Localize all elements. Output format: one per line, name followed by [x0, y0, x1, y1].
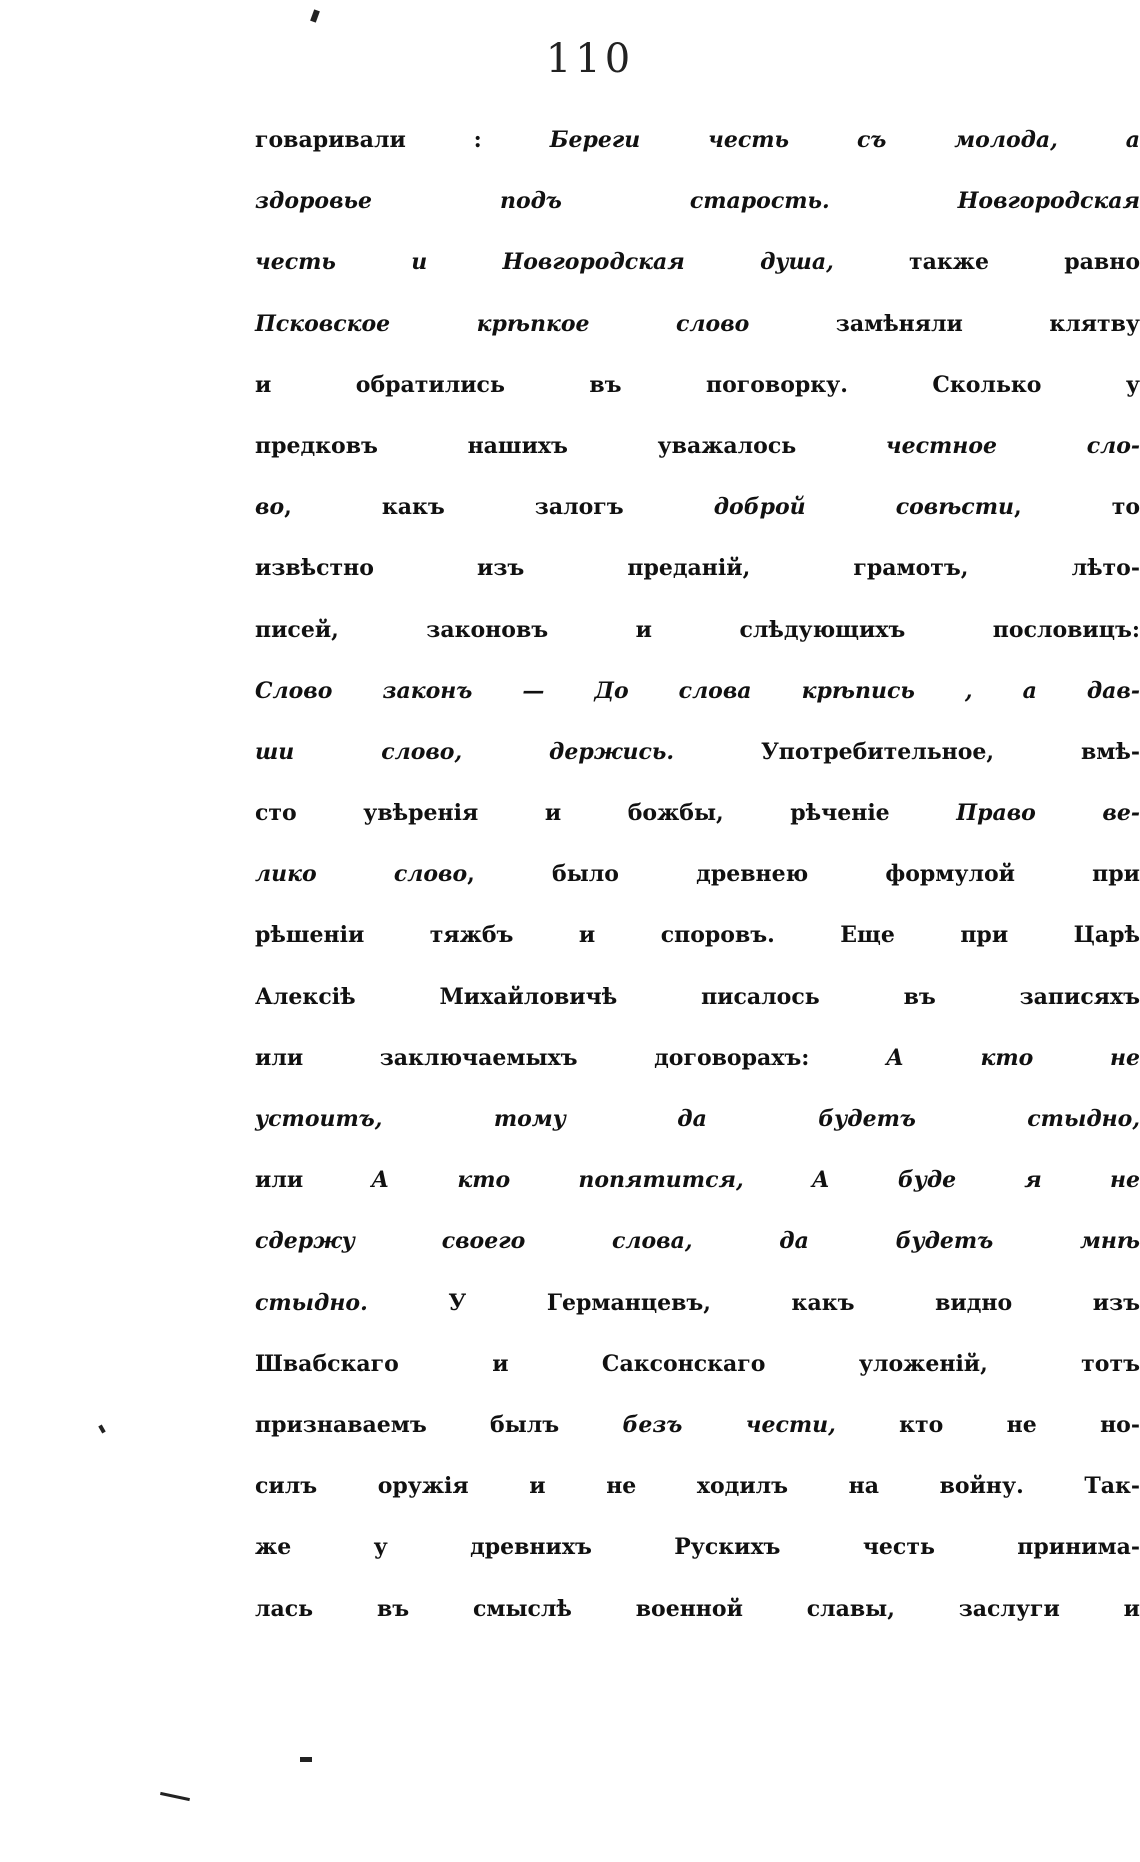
ink-speck — [160, 1792, 190, 1801]
text-line — [255, 1517, 1140, 1578]
italic-segment: честное сло- — [885, 432, 1140, 459]
text-line — [255, 294, 1140, 355]
page-number: 110 — [545, 36, 635, 82]
text-line — [255, 1211, 1140, 1272]
italic-segment: во — [255, 494, 285, 521]
text-line — [255, 844, 1140, 905]
italic-segment: Береги честь съ молода, а — [549, 127, 1140, 153]
italic-segment: безъ чести, — [622, 1411, 836, 1438]
text-segment: предковъ нашихъ уважалось — [255, 432, 886, 459]
italic-segment: устоитъ, тому да будетъ стыдно, — [255, 1106, 1140, 1132]
italic-segment: Псковское крѣпкое слово — [255, 310, 750, 337]
italic-segment: честь и Новгородская душа, — [255, 249, 834, 276]
text-line — [255, 967, 1140, 1028]
text-segment: кто не но- — [835, 1411, 1140, 1438]
text-line — [255, 1334, 1140, 1395]
text-segment: замѣняли клятву — [749, 310, 1140, 337]
text-line — [255, 171, 1140, 232]
text-line — [255, 905, 1140, 966]
italic-segment: лико слово — [255, 861, 468, 888]
italic-segment: сдержу своего слова, да будетъ мнѣ — [255, 1228, 1140, 1255]
text-segment: же у древнихъ Рускихъ честь принима- — [255, 1534, 1140, 1561]
italic-segment: стыдно. — [255, 1289, 368, 1316]
text-line — [255, 1456, 1140, 1517]
italic-segment: Слово законъ — До слова крѣпись , а дав- — [255, 677, 1140, 704]
text-segment: , какъ залогъ — [284, 494, 714, 521]
text-segment: рѣшеніи тяжбъ и споровъ. Еще при Царѣ — [255, 922, 1140, 949]
text-segment: признаваемъ былъ — [255, 1411, 623, 1438]
ink-speck — [300, 1757, 312, 1762]
text-line — [255, 783, 1140, 844]
text-line — [255, 1150, 1140, 1211]
page-body-text — [255, 110, 1140, 1640]
text-segment: , то — [1013, 494, 1140, 521]
text-line — [255, 1579, 1140, 1640]
text-line — [255, 110, 1140, 171]
text-line — [255, 600, 1140, 661]
text-line — [255, 538, 1140, 599]
text-line — [255, 1273, 1140, 1334]
text-segment: Алексіѣ Михайловичѣ писалось въ записяхъ — [255, 983, 1140, 1010]
italic-segment: ши слово, держись. — [255, 738, 675, 765]
text-line — [255, 477, 1140, 538]
text-line — [255, 355, 1140, 416]
italic-segment: доброй совѣсти — [713, 494, 1014, 521]
text-segment: говаривали : — [255, 127, 550, 153]
ink-speck — [310, 9, 320, 22]
text-segment: Швабскаго и Саксонскаго уложеній, тотъ — [255, 1350, 1140, 1377]
ink-speck — [98, 1425, 105, 1434]
text-line — [255, 722, 1140, 783]
text-segment: также равно — [833, 249, 1140, 276]
text-line — [255, 1028, 1140, 1089]
italic-segment: здоровье подъ старость. Новгородская — [255, 188, 1140, 215]
italic-segment: А кто попятится, А буде я не — [371, 1167, 1140, 1194]
text-segment: , было древнею формулой при — [467, 861, 1140, 888]
text-segment: лась въ смыслѣ военной славы, заслуги и — [255, 1595, 1140, 1622]
text-line — [255, 1089, 1140, 1150]
text-segment: У Германцевъ, какъ видно изъ — [367, 1289, 1140, 1316]
text-line — [255, 661, 1140, 722]
text-segment: извѣстно изъ преданій, грамотъ, лѣто- — [255, 555, 1140, 582]
text-segment: Употребительное, вмѣ- — [674, 738, 1140, 765]
text-line — [255, 232, 1140, 293]
text-line — [255, 1395, 1140, 1456]
text-segment: силъ оружія и не ходилъ на войну. Так- — [255, 1473, 1140, 1500]
text-segment: писей, законовъ и слѣдующихъ пословицъ: — [255, 616, 1140, 643]
italic-segment: А кто не — [885, 1044, 1140, 1071]
italic-segment: Право ве- — [956, 800, 1140, 827]
text-segment: или заключаемыхъ договорахъ: — [255, 1044, 886, 1071]
text-segment: или — [255, 1167, 372, 1194]
text-segment: и обратились въ поговорку. Сколько у — [255, 371, 1140, 398]
text-segment: сто увѣренія и божбы, рѣченіе — [255, 800, 957, 827]
text-line — [255, 416, 1140, 477]
